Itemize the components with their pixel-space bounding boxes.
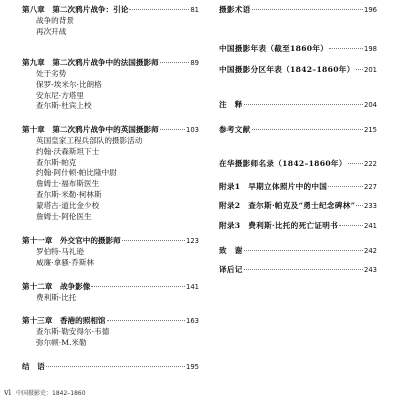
backmatter-heading[interactable] [219, 264, 377, 276]
backmatter-heading[interactable] [219, 99, 377, 111]
toc-entry-page: 141 [186, 283, 199, 291]
dot-leader [244, 269, 363, 270]
chapter-subsection[interactable]: 蒙塔古·道比金少校 [36, 200, 100, 210]
chapter-subsection[interactable]: 威廉·拿骚·乔斯林 [36, 257, 94, 267]
chapter-subsection[interactable]: 查尔斯·勒安得尔·韦德 [36, 327, 110, 336]
toc-entry-title: 附录1 早期立体照片中的中国 [219, 182, 328, 191]
backmatter-entry [219, 264, 377, 276]
backmatter-heading[interactable] [219, 124, 377, 136]
toc-entry-page: 204 [364, 101, 377, 109]
toc-entry-title: 附录3 费利斯·比托的死亡证明书 [219, 221, 339, 230]
chapter-heading[interactable] [22, 124, 199, 136]
chapter-subsection[interactable]: 战争的背景 [36, 16, 74, 25]
page-footer [4, 388, 86, 397]
toc-entry-page: 241 [364, 222, 377, 230]
backmatter-entry [219, 99, 377, 111]
chapter-subsection[interactable]: 保罗-埃米尔·比朗格 [36, 79, 102, 89]
chapter-subsection[interactable]: 罗伯特·马礼逊 [36, 247, 84, 256]
chapter-subsection[interactable]: 查尔斯·帕克 [36, 157, 77, 167]
backmatter-heading[interactable] [219, 181, 377, 193]
chapter-heading[interactable] [22, 4, 199, 16]
toc-entry-page: 198 [364, 45, 377, 53]
toc-entry-page: 227 [364, 183, 377, 191]
chapter-subsection[interactable]: 约翰·阿什顿·帕比隆中尉 [36, 168, 117, 178]
dot-leader [122, 240, 185, 241]
chapter-heading[interactable] [22, 315, 199, 327]
dot-leader [129, 9, 189, 10]
dot-leader [160, 62, 190, 63]
chapter-subsection[interactable]: 约翰·沃森斯坦下士 [36, 146, 100, 156]
toc-entry-title: 结 语 [22, 362, 45, 371]
toc-entry-title: 中国摄影分区年表（1842–1860年） [219, 65, 355, 74]
backmatter-heading[interactable] [219, 4, 377, 16]
backmatter-entry [219, 200, 377, 212]
toc-entry-page: 196 [364, 6, 377, 14]
dot-leader [107, 320, 185, 321]
chapter-heading[interactable] [22, 361, 199, 373]
toc-entry-title: 第十一章 外交官中的摄影师 [22, 236, 121, 245]
toc-entry-title: 第十章 第二次鸦片战争中的英国摄影师 [22, 125, 159, 134]
dot-leader [244, 104, 363, 105]
chapter-subsection[interactable]: 安东尼·方塔里 [36, 90, 84, 100]
toc-entry-title: 附录2 查尔斯·帕克及“勇士纪念碑林” [219, 201, 356, 210]
chapter-subsection[interactable]: 查尔斯·米勒·柯林斯 [36, 189, 102, 199]
toc-entry-title: 摄影术语 [219, 5, 251, 14]
toc-entry-title: 第十二章 战争影像 [22, 282, 91, 291]
toc-entry-title: 译后记 [219, 265, 243, 274]
toc-entry-page: 89 [190, 59, 199, 67]
backmatter-heading[interactable] [219, 158, 377, 170]
chapter-heading[interactable] [22, 235, 199, 247]
toc-entry-title: 第八章 第二次鸦片战争：引论 [22, 5, 129, 14]
toc-entry-title: 中国摄影年表（截至1860年） [219, 44, 329, 53]
toc-entry-title: 在华摄影师名录（1842–1860年） [219, 159, 347, 168]
dot-leader [252, 9, 363, 10]
toc-entry-title: 参考文献 [219, 125, 251, 134]
backmatter-heading[interactable] [219, 64, 377, 76]
chapter-block [22, 361, 199, 373]
toc-entry-title: 第十三章 香港的照相馆 [22, 316, 106, 325]
chapter-block [22, 4, 199, 38]
backmatter-entry [219, 4, 377, 16]
backmatter-entry [219, 43, 377, 55]
chapter-subsection[interactable]: 费利斯·比托 [36, 293, 77, 302]
chapter-heading[interactable] [22, 57, 199, 69]
toc-entry-page: 242 [364, 247, 377, 255]
chapter-heading[interactable] [22, 281, 199, 293]
toc-entry-page: 123 [186, 237, 199, 245]
chapter-block [22, 315, 199, 349]
backmatter-heading[interactable] [219, 220, 377, 232]
toc-entry-page: 103 [186, 126, 199, 134]
toc-entry-page: 195 [186, 363, 199, 371]
dot-leader [328, 186, 363, 187]
chapter-block [22, 235, 199, 269]
footer-running-title: 中国摄影史：1842–1860 [16, 390, 86, 397]
toc-entry-title: 第九章 第二次鸦片战争中的法国摄影师 [22, 58, 159, 67]
dot-leader [91, 286, 185, 287]
chapter-block [22, 281, 199, 304]
backmatter-heading[interactable] [219, 43, 377, 55]
dot-leader [244, 250, 363, 251]
dot-leader [356, 69, 363, 70]
chapter-subsection[interactable]: 弥尔顿·M.米勒 [36, 337, 87, 347]
chapter-subsection[interactable]: 詹姆士·阿伦医生 [36, 211, 92, 221]
toc-entry-page: 222 [364, 160, 377, 168]
dot-leader [160, 129, 185, 130]
backmatter-entry [219, 158, 377, 170]
toc-entry-page: 201 [364, 66, 377, 74]
toc-entry-title: 注 释 [219, 100, 243, 109]
dot-leader [329, 48, 363, 49]
toc-entry-page: 243 [364, 266, 377, 274]
backmatter-heading[interactable] [219, 245, 377, 257]
dot-leader [46, 366, 185, 367]
footer-page-number: vi [4, 388, 12, 397]
chapter-subsection[interactable]: 查尔斯·杜宾上校 [36, 101, 92, 111]
chapter-subsection[interactable]: 处于劣势 [36, 69, 67, 78]
toc-entry-page: 163 [186, 317, 199, 325]
toc-entry-page: 215 [364, 126, 377, 134]
backmatter-entry [219, 220, 377, 232]
toc-entry-page: 233 [364, 202, 377, 210]
dot-leader [252, 129, 363, 130]
dot-leader [348, 163, 363, 164]
backmatter-heading[interactable] [219, 200, 377, 212]
backmatter-entry [219, 64, 377, 76]
chapter-subsection[interactable]: 再次开战 [36, 26, 67, 36]
toc-entry-title: 致 谢 [219, 246, 243, 255]
chapter-block [22, 124, 199, 222]
toc-entry-page: 81 [190, 6, 199, 14]
chapter-subsection[interactable]: 詹姆士·福布斯医生 [36, 179, 100, 189]
backmatter-entry [219, 245, 377, 257]
chapter-subsection[interactable]: 英国皇家工程兵部队的摄影活动 [36, 136, 143, 145]
chapter-block [22, 57, 199, 112]
dot-leader [339, 225, 363, 226]
dot-leader [356, 205, 363, 206]
backmatter-entry [219, 124, 377, 136]
backmatter-entry [219, 181, 377, 193]
